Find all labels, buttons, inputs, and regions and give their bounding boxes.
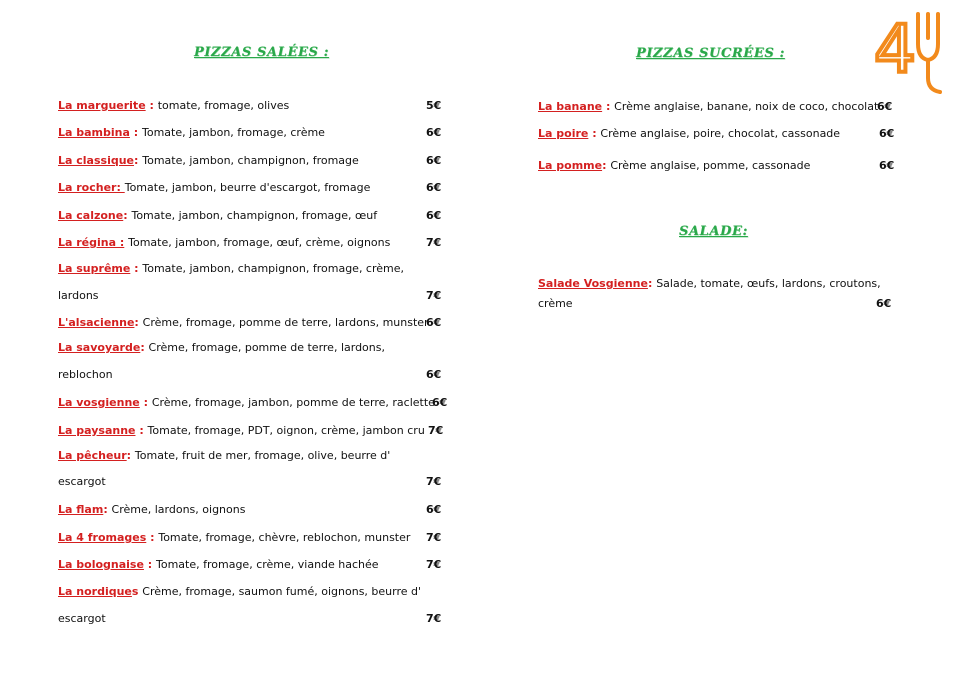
item-description: Crème anglaise, poire, chocolat, cassonade xyxy=(600,127,841,140)
item-separator: : xyxy=(103,503,112,516)
menu-item xyxy=(58,558,379,571)
menu-item xyxy=(58,99,289,112)
item-description-continued: escargot xyxy=(58,475,106,488)
item-separator: : xyxy=(602,100,615,113)
item-name: La poire xyxy=(538,127,589,140)
item-name: La paysanne xyxy=(58,424,136,437)
item-separator: : xyxy=(129,126,142,139)
menu-item xyxy=(58,316,429,329)
item-name: La nordique xyxy=(58,585,132,598)
item-separator: : xyxy=(123,209,132,222)
item-price: 5€ xyxy=(426,99,442,112)
menu-item xyxy=(58,262,404,275)
item-name: L'alsacienne xyxy=(58,316,135,329)
item-price: 6€ xyxy=(877,100,893,113)
item-price: 7€ xyxy=(426,612,442,625)
item-name: La bambina xyxy=(58,126,130,139)
item-description-continued: lardons xyxy=(58,289,99,302)
item-description: Crème anglaise, pomme, cassonade xyxy=(610,159,811,172)
item-name: La rocher: xyxy=(58,181,125,194)
item-separator: : xyxy=(602,159,611,172)
item-separator: s xyxy=(131,585,143,598)
item-name: La classique xyxy=(58,154,135,167)
item-name: La flam xyxy=(58,503,104,516)
item-name: La pêcheur xyxy=(58,449,127,462)
item-price: 7€ xyxy=(426,558,442,571)
menu-item xyxy=(58,236,390,249)
item-price: 6€ xyxy=(879,127,895,140)
menu-item xyxy=(58,449,390,462)
item-description: Crème, fromage, jambon, pomme de terre, raclette xyxy=(151,396,435,409)
item-name: La régina : xyxy=(58,236,125,249)
menu-item xyxy=(58,503,245,516)
item-price: 7€ xyxy=(428,424,444,437)
menu-item xyxy=(58,154,359,167)
item-description-continued: escargot xyxy=(58,612,106,625)
pizzas-salees-title: PIZZAS SALÉES : xyxy=(194,45,329,60)
item-description: Tomate, jambon, champignon, fromage, crème, xyxy=(142,262,405,275)
menu-item xyxy=(538,277,881,290)
item-name: La savoyarde xyxy=(58,341,141,354)
item-price: 7€ xyxy=(426,475,442,488)
menu-item xyxy=(58,181,370,194)
item-description-continued: reblochon xyxy=(58,368,113,381)
item-separator: : xyxy=(139,396,152,409)
salade-title: SALADE: xyxy=(679,224,748,239)
item-separator: : xyxy=(135,424,148,437)
item-price: 6€ xyxy=(876,297,892,310)
pizzas-salees-list xyxy=(58,0,458,679)
item-separator: : xyxy=(143,558,156,571)
menu-item xyxy=(58,209,377,222)
item-description: Crème anglaise, banane, noix de coco, chocolat xyxy=(614,100,879,113)
item-separator: : xyxy=(145,99,158,112)
item-separator: : xyxy=(126,449,135,462)
item-price: 6€ xyxy=(879,159,895,172)
item-name: La pomme xyxy=(538,159,603,172)
item-price: 6€ xyxy=(432,396,448,409)
salade-list xyxy=(538,0,938,330)
menu-item xyxy=(58,585,421,598)
item-name: La marguerite xyxy=(58,99,146,112)
item-description: Crème, fromage, pomme de terre, lardons, munster xyxy=(142,316,429,329)
item-price: 6€ xyxy=(426,368,442,381)
item-price: 7€ xyxy=(426,289,442,302)
item-separator: : xyxy=(140,341,149,354)
item-separator: : xyxy=(146,531,159,544)
item-description: Tomate, jambon, champignon, fromage xyxy=(142,154,359,167)
item-price: 6€ xyxy=(426,209,442,222)
item-separator: : xyxy=(134,154,143,167)
item-price: 6€ xyxy=(426,154,442,167)
item-price: 6€ xyxy=(426,126,442,139)
menu-item xyxy=(58,424,425,437)
item-description: Tomate, fruit de mer, fromage, olive, beurre d' xyxy=(134,449,391,462)
item-name: La suprême xyxy=(58,262,131,275)
item-separator: : xyxy=(130,262,143,275)
pizzas-sucrees-title: PIZZAS SUCRÉES : xyxy=(636,46,785,61)
menu-item xyxy=(58,341,385,354)
svg-text:4: 4 xyxy=(874,11,916,88)
menu-item xyxy=(58,126,325,139)
item-description: Tomate, jambon, fromage, crème xyxy=(141,126,325,139)
item-name: La calzone xyxy=(58,209,124,222)
item-name: La 4 fromages xyxy=(58,531,147,544)
item-description: Crème, lardons, oignons xyxy=(111,503,246,516)
menu-item xyxy=(58,396,435,409)
item-description-continued: crème xyxy=(538,297,573,310)
item-description: Tomate, jambon, fromage, œuf, crème, oignons xyxy=(128,236,391,249)
item-price: 7€ xyxy=(426,531,442,544)
item-price: 6€ xyxy=(426,503,442,516)
item-name: La bolognaise xyxy=(58,558,144,571)
item-description: Tomate, fromage, chèvre, reblochon, munster xyxy=(158,531,411,544)
item-description: Tomate, jambon, champignon, fromage, œuf xyxy=(131,209,378,222)
item-description: Salade, tomate, œufs, lardons, croutons, xyxy=(656,277,881,290)
item-description: Tomate, fromage, PDT, oignon, crème, jambon cru xyxy=(147,424,425,437)
item-description: Crème, fromage, saumon fumé, oignons, beurre d' xyxy=(142,585,422,598)
item-description: tomate, fromage, olives xyxy=(157,99,290,112)
item-description: Tomate, jambon, beurre d'escargot, fromage xyxy=(124,181,371,194)
item-name: Salade Vosgienne xyxy=(538,277,648,290)
item-separator: : xyxy=(588,127,601,140)
item-price: 6€ xyxy=(426,316,442,329)
item-name: La vosgienne xyxy=(58,396,140,409)
menu-item xyxy=(58,531,410,544)
item-separator: : xyxy=(134,316,143,329)
item-description: Tomate, fromage, crème, viande hachée xyxy=(156,558,379,571)
item-separator: : xyxy=(647,277,657,290)
item-price: 6€ xyxy=(426,181,442,194)
item-price: 7€ xyxy=(426,236,442,249)
item-description: Crème, fromage, pomme de terre, lardons, xyxy=(148,341,385,354)
item-name: La banane xyxy=(538,100,603,113)
